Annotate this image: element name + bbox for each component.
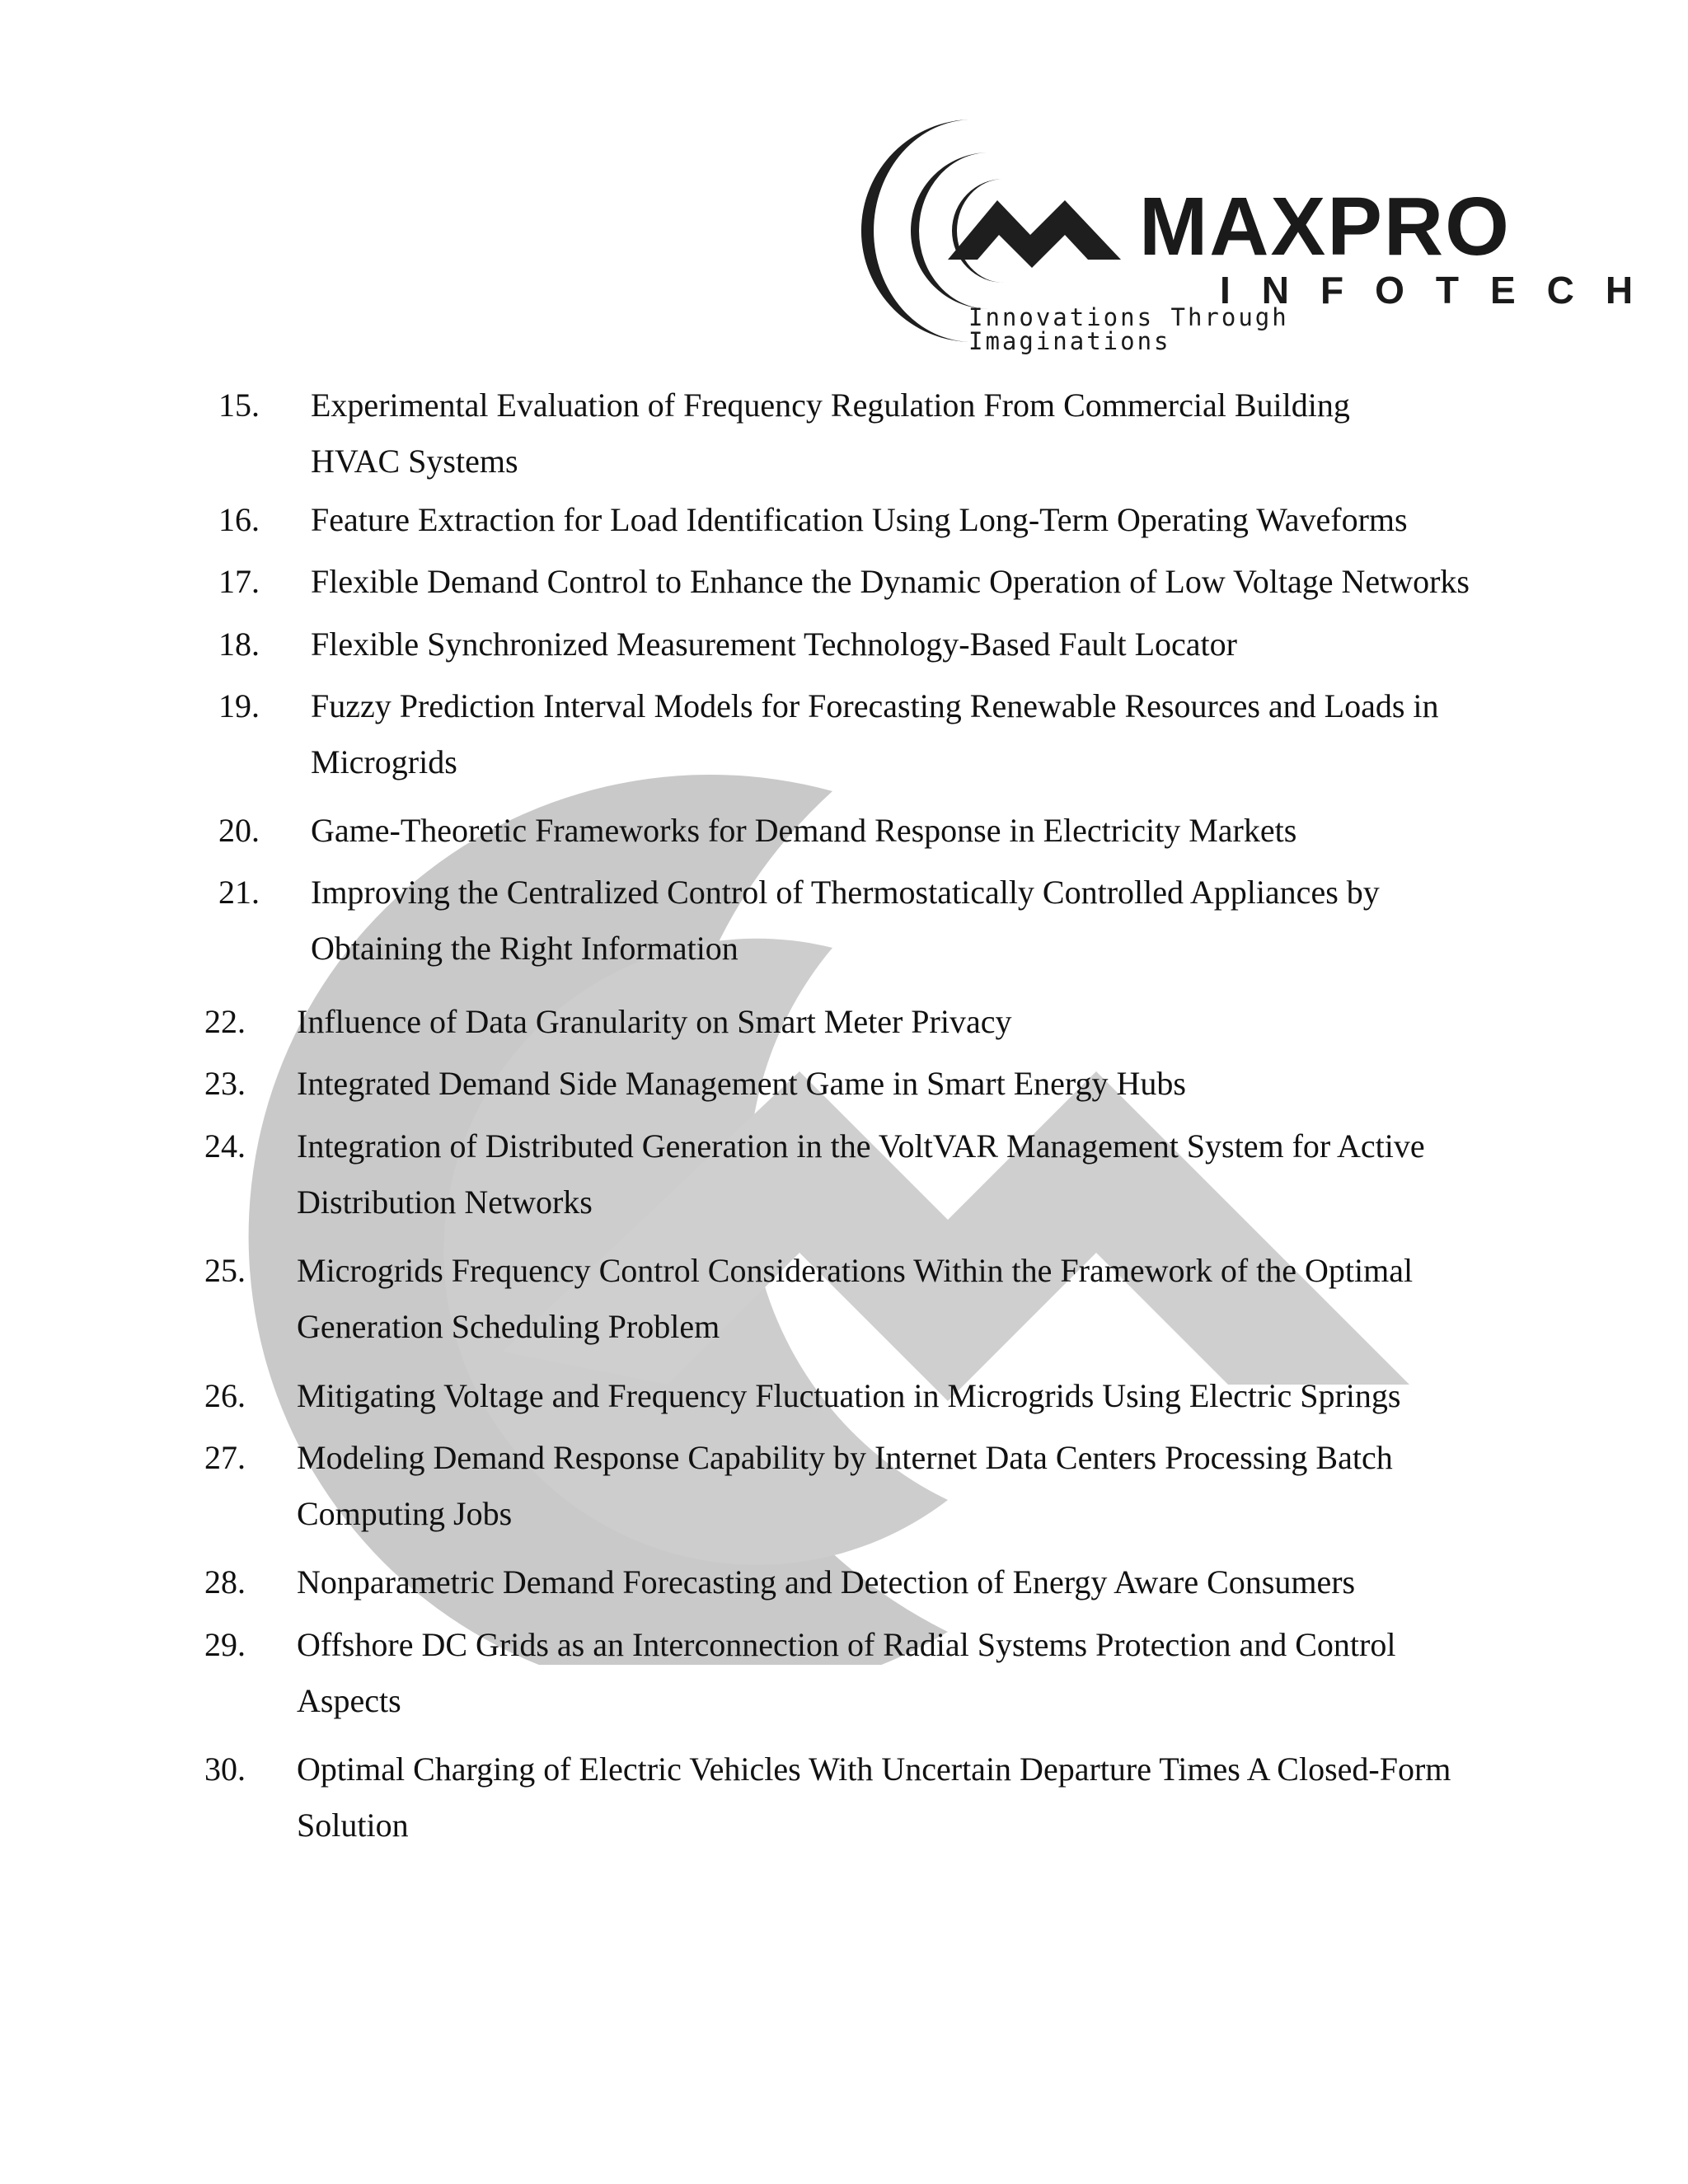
item-number: 18.: [218, 626, 260, 663]
logo-tagline: Innovations Through Imaginations: [968, 303, 1289, 355]
item-title: Integrated Demand Side Management Game in Smart Energy Hubs: [297, 1065, 1186, 1102]
item-title: Flexible Synchronized Measurement Technology-Based Fault Locator: [311, 626, 1237, 663]
item-title: Experimental Evaluation of Frequency Regulation From Commercial Building HVAC Systems: [311, 387, 1350, 480]
item-number: 28.: [204, 1563, 246, 1601]
item-title: Nonparametric Demand Forecasting and Detection of Energy Aware Consumers: [297, 1563, 1356, 1601]
item-number: 23.: [204, 1065, 246, 1102]
item-number: 20.: [218, 812, 260, 849]
logo-name: MAXPRO: [1139, 180, 1511, 273]
item-number: 24.: [204, 1127, 246, 1165]
item-number: 25.: [204, 1252, 246, 1289]
logo-subtitle: INFOTECH: [1220, 269, 1665, 312]
item-number: 29.: [204, 1626, 246, 1663]
item-title: Offshore DC Grids as an Interconnection of Radial Systems Protection and Control Aspects: [297, 1626, 1396, 1719]
item-number: 16.: [218, 501, 260, 538]
item-title: Game-Theoretic Frameworks for Demand Response in Electricity Markets: [311, 812, 1297, 849]
item-title: Feature Extraction for Load Identification Using Long-Term Operating Waveforms: [311, 501, 1408, 538]
item-title: Improving the Centralized Control of Thermostatically Controlled Appliances by Obtaining the Right Information: [311, 874, 1380, 967]
company-logo: [849, 103, 1665, 359]
item-title: Flexible Demand Control to Enhance the Dynamic Operation of Low Voltage Networks: [311, 563, 1470, 600]
item-title: Influence of Data Granularity on Smart Meter Privacy: [297, 1003, 1012, 1040]
item-number: 15.: [218, 387, 260, 424]
item-number: 21.: [218, 874, 260, 911]
item-title: Integration of Distributed Generation in the VoltVAR Management System for Active Distribution Networks: [297, 1127, 1425, 1221]
item-title: Fuzzy Prediction Interval Models for Forecasting Renewable Resources and Loads in Microgrids: [311, 687, 1439, 780]
item-number: 30.: [204, 1750, 246, 1788]
item-number: 22.: [204, 1003, 246, 1040]
item-title: Modeling Demand Response Capability by Internet Data Centers Processing Batch Computing Jobs: [297, 1439, 1393, 1532]
item-number: 17.: [218, 563, 260, 600]
item-number: 26.: [204, 1377, 246, 1414]
item-number: 19.: [218, 687, 260, 724]
item-title: Mitigating Voltage and Frequency Fluctuation in Microgrids Using Electric Springs: [297, 1377, 1401, 1414]
item-number: 27.: [204, 1439, 246, 1476]
item-title: Microgrids Frequency Control Considerations Within the Framework of the Optimal Generation Scheduling Problem: [297, 1252, 1414, 1345]
item-title: Optimal Charging of Electric Vehicles With Uncertain Departure Times A Closed-Form Solution: [297, 1750, 1451, 1844]
